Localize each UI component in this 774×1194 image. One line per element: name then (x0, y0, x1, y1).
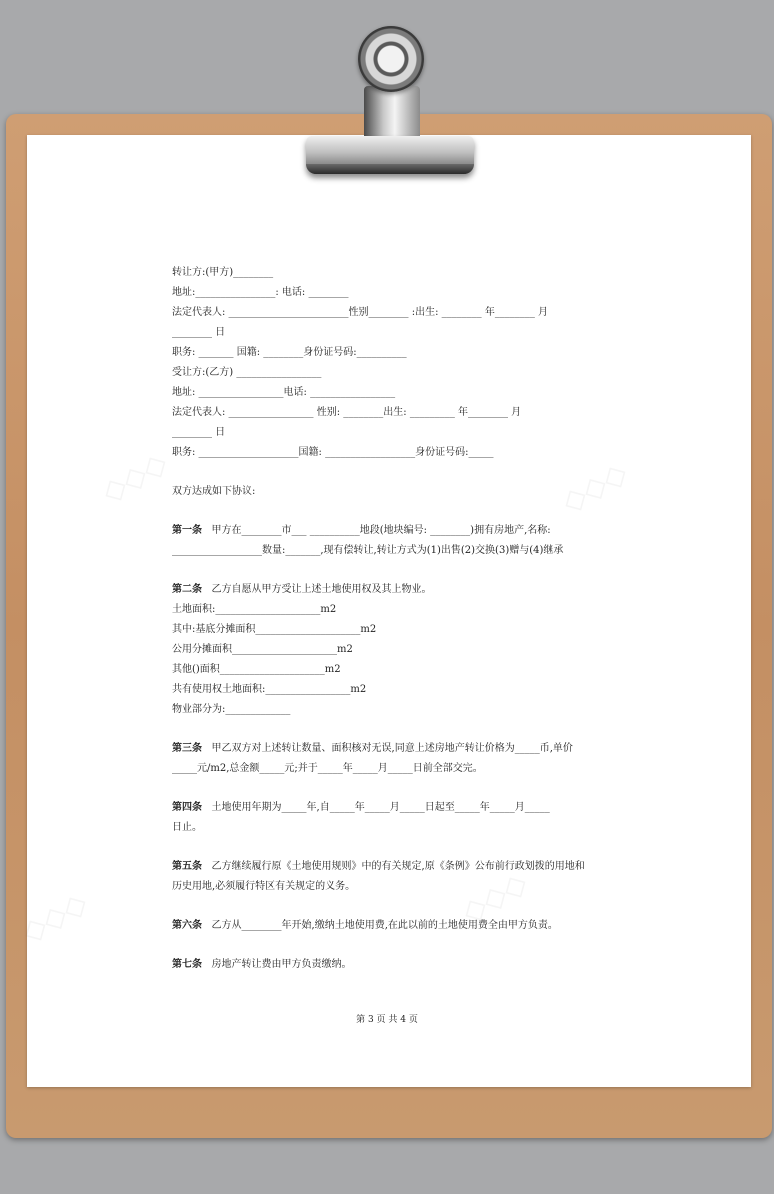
article-7-text: 房地产转让费由甲方负责缴纳。 (211, 959, 352, 970)
article-7-line (172, 955, 604, 975)
agreement-intro: 双方达成如下协议: (172, 486, 256, 497)
article-7-label: 第七条 (172, 959, 202, 970)
article-6-text: 乙方从________年开始,缴纳土地使用费,在此以前的土地使用费全由甲方负责。 (211, 920, 558, 931)
watermark: ◇◇◇ (555, 455, 634, 520)
property-part-line: 物业部分为:_____________ (172, 704, 291, 715)
article-6-label: 第六条 (172, 920, 202, 931)
land-area-line: 土地面积:_____________________m2 (172, 604, 337, 615)
article-1-label: 第一条 (172, 525, 202, 536)
shared-land-area-line: 共有使用权土地面积:_________________m2 (172, 684, 367, 695)
article-4-label: 第四条 (172, 802, 202, 813)
article-4-text: 土地使用年期为_____年,自_____年_____月_____日起至_____年_____月_____ (211, 802, 550, 813)
transferee-title-line: 职务: ____________________国籍: __________________身份证号码:_____ (172, 447, 494, 458)
article-4-line-2: 日止。 (172, 822, 202, 833)
transferee-line: 受让方:(乙方) _________________ (172, 367, 322, 378)
transferor-line: 转让方:(甲方)________ (172, 267, 274, 278)
article-2-label: 第二条 (172, 584, 202, 595)
binder-clip-neck (364, 86, 420, 142)
article-1-line-1 (172, 521, 604, 541)
article-5-line-2: 历史用地,必须履行特区有关规定的义务。 (172, 881, 356, 892)
public-share-area-line: 公用分摊面积_____________________m2 (172, 644, 353, 655)
article-5-text: 乙方继续履行原《土地使用规则》中的有关规定,原《条例》公布前行政划拨的用地和 (211, 861, 585, 872)
article-3-text: 甲乙双方对上述转让数量、面积核对无误,同意上述房地产转让价格为_____币,单价 (211, 743, 573, 754)
article-1-text: 甲方在________市___ __________地段(地块编号: ________)拥有房地产,名称: (211, 525, 551, 536)
transferor-address-line: 地址:________________: 电话: ________ (172, 287, 349, 298)
transferee-rep-day-line: ________ 日 (172, 427, 226, 438)
article-5-label: 第五条 (172, 861, 202, 872)
contract-body (172, 263, 604, 975)
transferor-rep-day-line: ________ 日 (172, 327, 226, 338)
binder-clip-ring (358, 26, 424, 92)
other-area-line: 其他()面积_____________________m2 (172, 664, 341, 675)
page-number: 第 3 页 共 4 页 (356, 1015, 418, 1025)
article-2-text: 乙方自愿从甲方受让上述土地使用权及其上物业。 (211, 584, 432, 595)
article-5-line-1 (172, 857, 604, 877)
article-6-line (172, 916, 604, 936)
article-4-line-1 (172, 798, 604, 818)
transferor-rep-line: 法定代表人: ________________________性别________ :出生: ________ 年________ 月 (172, 307, 549, 318)
watermark: ◇◇◇ (95, 445, 174, 510)
article-3-label: 第三条 (172, 743, 202, 754)
article-3-line-1 (172, 739, 604, 759)
base-share-area-line: 其中:基底分摊面积_____________________m2 (172, 624, 377, 635)
watermark: ◇◇◇ (455, 865, 534, 930)
transferee-address-line: 地址: _________________电话: _________________ (172, 387, 396, 398)
article-3-line-2: _____元/m2,总金额_____元;并于_____年_____月_____日前全部交完。 (172, 763, 483, 774)
article-1-line-2: __________________数量:_______,现有偿转让,转让方式为(1)出售(2)交换(3)赠与(4)继承 (172, 545, 564, 556)
binder-clip-lip (306, 164, 474, 174)
watermark: ◇◇◇ (15, 885, 94, 950)
transferee-rep-line: 法定代表人: _________________ 性别: ________出生: _________ 年________ 月 (172, 407, 522, 418)
transferor-title-line: 职务: _______ 国籍: ________身份证号码:__________ (172, 347, 407, 358)
article-2-line-1 (172, 580, 604, 600)
